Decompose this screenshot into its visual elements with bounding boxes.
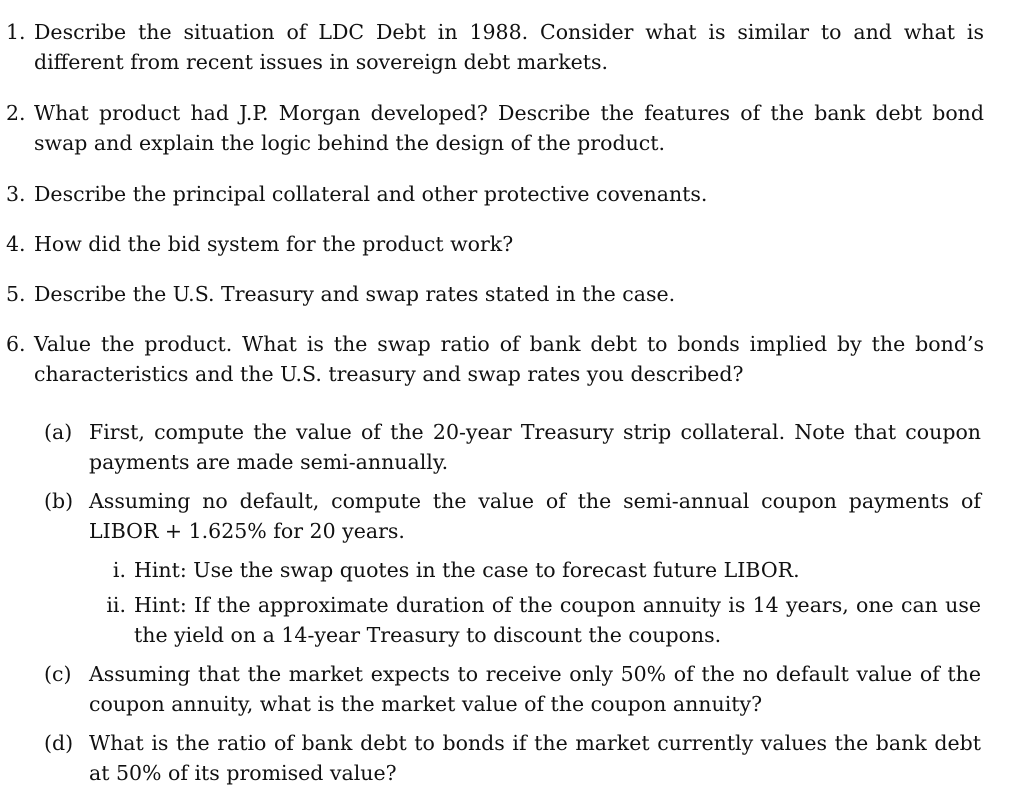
subpart-text: Assuming that the market expects to receive only 50% of the no default value of the coupon annuity, what is the market value of the coupon annuity? bbox=[89, 662, 981, 716]
subpart-c bbox=[0, 659, 1000, 719]
subpart-label: (b) bbox=[44, 489, 74, 513]
question-number: 6. bbox=[6, 332, 26, 356]
question-number: 4. bbox=[6, 232, 26, 256]
question-text: How did the bid system for the product work? bbox=[34, 232, 514, 256]
subpart-text: First, compute the value of the 20-year Treasury strip collateral. Note that coupon payments are made semi-annually. bbox=[89, 420, 981, 474]
subpart-label: (c) bbox=[44, 662, 72, 686]
question-2 bbox=[0, 98, 1000, 158]
subpart-a bbox=[0, 417, 1000, 477]
question-1 bbox=[0, 17, 1000, 77]
question-6 bbox=[0, 329, 1000, 389]
question-5 bbox=[0, 279, 1000, 309]
hint-text: Hint: Use the swap quotes in the case to forecast future LIBOR. bbox=[134, 558, 800, 582]
question-3 bbox=[0, 179, 1000, 209]
question-text: Value the product. What is the swap ratio of bank debt to bonds implied by the bond’s characteristics and the U.S. treasury and swap rates you described? bbox=[34, 332, 984, 386]
subpart-text: Assuming no default, compute the value of the semi-annual coupon payments of LIBOR + 1.625% for 20 years. bbox=[89, 489, 981, 543]
hint-label: ii. bbox=[106, 593, 126, 617]
question-4 bbox=[0, 229, 1000, 259]
subpart-d bbox=[0, 728, 1000, 788]
hint-text: Hint: If the approximate duration of the coupon annuity is 14 years, one can use the yield on a 14-year Treasury to discount the coupons. bbox=[134, 593, 981, 647]
hint-ii bbox=[0, 590, 1000, 650]
hint-i bbox=[0, 555, 1000, 585]
subpart-text: What is the ratio of bank debt to bonds if the market currently values the bank debt at 50% of its promised value? bbox=[89, 731, 981, 785]
question-text: Describe the U.S. Treasury and swap rates stated in the case. bbox=[34, 282, 676, 306]
question-text: What product had J.P. Morgan developed? Describe the features of the bank debt bond swap and explain the logic behind the design of the product. bbox=[34, 101, 984, 155]
question-number: 3. bbox=[6, 182, 26, 206]
question-number: 1. bbox=[6, 20, 26, 44]
question-text: Describe the situation of LDC Debt in 1988. Consider what is similar to and what is different from recent issues in sovereign debt markets. bbox=[34, 20, 984, 74]
subpart-label: (a) bbox=[44, 420, 73, 444]
question-text: Describe the principal collateral and other protective covenants. bbox=[34, 182, 708, 206]
question-number: 5. bbox=[6, 282, 26, 306]
hint-label: i. bbox=[112, 558, 126, 582]
question-number: 2. bbox=[6, 101, 26, 125]
subpart-b bbox=[0, 486, 1000, 546]
subpart-label: (d) bbox=[44, 731, 74, 755]
